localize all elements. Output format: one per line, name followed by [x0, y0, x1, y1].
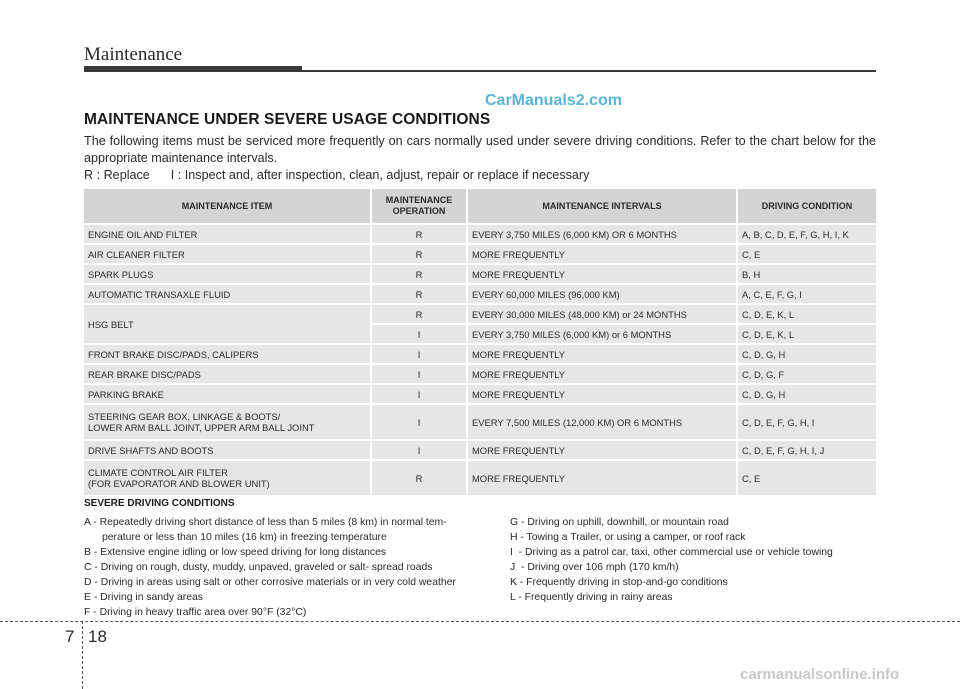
- cell-item: AIR CLEANER FILTER: [84, 244, 371, 264]
- cell-item: ENGINE OIL AND FILTER: [84, 224, 371, 244]
- table-header-row: [84, 189, 876, 224]
- condition-l: L - Frequently driving in rainy areas: [510, 592, 673, 603]
- footer-vertical-divider: [82, 621, 83, 689]
- cell-condition: C, D, E, F, G, H, I, J: [737, 440, 876, 460]
- table-row: [84, 364, 876, 384]
- condition-g: G - Driving on uphill, downhill, or mountain road: [510, 517, 729, 528]
- cell-item: DRIVE SHAFTS AND BOOTS: [84, 440, 371, 460]
- cell-operation: R: [371, 460, 467, 495]
- main-heading: MAINTENANCE UNDER SEVERE USAGE CONDITIONS: [84, 111, 491, 128]
- condition-a: A - Repeatedly driving short distance of less than 5 miles (8 km) in normal tem-: [84, 517, 447, 528]
- watermark-bottom: carmanualsonline.info: [740, 666, 900, 683]
- cell-operation: I: [371, 384, 467, 404]
- cell-interval: EVERY 30,000 MILES (48,000 KM) or 24 MONTHS: [467, 304, 737, 324]
- cell-interval: MORE FREQUENTLY: [467, 460, 737, 495]
- cell-item: PARKING BRAKE: [84, 384, 371, 404]
- cell-condition: A, C, E, F, G, I: [737, 284, 876, 304]
- cell-interval: MORE FREQUENTLY: [467, 244, 737, 264]
- condition-c: C - Driving on rough, dusty, muddy, unpaved, graveled or salt- spread roads: [84, 562, 433, 573]
- condition-d: D - Driving in areas using salt or other corrosive materials or in very cold weather: [84, 577, 456, 588]
- cell-operation: I: [371, 324, 467, 344]
- footer-divider: [0, 621, 960, 622]
- cell-condition: C, D, G, H: [737, 344, 876, 364]
- cell-condition: C, E: [737, 244, 876, 264]
- cell-interval: EVERY 60,000 MILES (96,000 KM): [467, 284, 737, 304]
- table-row: [84, 284, 876, 304]
- legend-line: R : Replace I : Inspect and, after inspection, clean, adjust, repair or replace if necessary: [84, 168, 590, 182]
- watermark-top: CarManuals2.com: [485, 92, 622, 109]
- cell-condition: C, E: [737, 460, 876, 495]
- cell-operation: R: [371, 224, 467, 244]
- cell-item: SPARK PLUGS: [84, 264, 371, 284]
- cell-condition: C, D, E, K, L: [737, 324, 876, 344]
- table-row: [84, 264, 876, 284]
- cell-condition: C, D, G, F: [737, 364, 876, 384]
- cell-operation: I: [371, 404, 467, 440]
- section-title: Maintenance: [84, 44, 183, 65]
- cell-condition: C, D, E, F, G, H, I: [737, 404, 876, 440]
- severe-conditions-left: [84, 515, 504, 620]
- cell-item: REAR BRAKE DISC/PADS: [84, 364, 371, 384]
- table-row: [84, 440, 876, 460]
- cell-item: AUTOMATIC TRANSAXLE FLUID: [84, 284, 371, 304]
- chapter-number: 7: [65, 627, 75, 646]
- header-rule-thick: [84, 66, 302, 72]
- cell-operation: R: [371, 284, 467, 304]
- cell-interval: EVERY 7,500 MILES (12,000 KM) OR 6 MONTHS: [467, 404, 737, 440]
- cell-interval: MORE FREQUENTLY: [467, 440, 737, 460]
- cell-condition: B, H: [737, 264, 876, 284]
- table-row: [84, 404, 876, 440]
- condition-f: F - Driving in heavy traffic area over 90°F (32°C): [84, 607, 307, 618]
- cell-interval: EVERY 3,750 MILES (6,000 KM) or 6 MONTHS: [467, 324, 737, 344]
- table-row: [84, 244, 876, 264]
- cell-interval: MORE FREQUENTLY: [467, 384, 737, 404]
- condition-k: K - Frequently driving in stop-and-go conditions: [510, 577, 728, 588]
- cell-interval: MORE FREQUENTLY: [467, 264, 737, 284]
- header-maintenance-intervals: MAINTENANCE INTERVALS: [467, 189, 737, 224]
- page-number: 18: [88, 627, 107, 646]
- table-body: [84, 224, 876, 495]
- header-driving-condition: DRIVING CONDITION: [737, 189, 876, 224]
- maintenance-table: [84, 189, 876, 495]
- condition-b: B - Extensive engine idling or low speed driving for long distances: [84, 547, 387, 558]
- condition-h: H - Towing a Trailer, or using a camper, or roof rack: [510, 532, 746, 543]
- severe-conditions-title: SEVERE DRIVING CONDITIONS: [84, 498, 235, 509]
- table-row: [84, 224, 876, 244]
- table-row: [84, 304, 876, 324]
- cell-operation: I: [371, 440, 467, 460]
- cell-operation: I: [371, 364, 467, 384]
- cell-interval: MORE FREQUENTLY: [467, 364, 737, 384]
- cell-interval: EVERY 3,750 MILES (6,000 KM) OR 6 MONTHS: [467, 224, 737, 244]
- condition-e: E - Driving in sandy areas: [84, 592, 203, 603]
- table-row: [84, 384, 876, 404]
- table-row: [84, 344, 876, 364]
- severe-conditions-right: [510, 515, 880, 605]
- header-maintenance-operation: MAINTENANCE OPERATION: [371, 189, 467, 224]
- header-maintenance-item: MAINTENANCE ITEM: [84, 189, 371, 224]
- table-row: [84, 460, 876, 495]
- intro-paragraph: The following items must be serviced more frequently on cars normally used under severe driving conditions. Refer to the chart below for the appropriate maintenance intervals.: [84, 134, 876, 165]
- condition-a-cont: perature or less than 10 miles (16 km) in freezing temperature: [102, 532, 387, 543]
- cell-item: CLIMATE CONTROL AIR FILTER (FOR EVAPORATOR AND BLOWER UNIT): [84, 460, 371, 495]
- cell-operation: R: [371, 244, 467, 264]
- cell-operation: R: [371, 304, 467, 324]
- cell-item: STEERING GEAR BOX, LINKAGE & BOOTS/ LOWER ARM BALL JOINT, UPPER ARM BALL JOINT: [84, 404, 371, 440]
- condition-j: J - Driving over 106 mph (170 km/h): [510, 562, 679, 573]
- cell-operation: I: [371, 344, 467, 364]
- cell-condition: C, D, G, H: [737, 384, 876, 404]
- cell-operation: R: [371, 264, 467, 284]
- cell-condition: A, B, C, D, E, F, G, H, I, K: [737, 224, 876, 244]
- cell-item: FRONT BRAKE DISC/PADS, CALIPERS: [84, 344, 371, 364]
- header-rule-thin: [302, 70, 876, 72]
- cell-condition: C, D, E, K, L: [737, 304, 876, 324]
- cell-interval: MORE FREQUENTLY: [467, 344, 737, 364]
- cell-item: HSG BELT: [84, 304, 371, 344]
- condition-i: I - Driving as a patrol car, taxi, other commercial use or vehicle towing: [510, 547, 833, 558]
